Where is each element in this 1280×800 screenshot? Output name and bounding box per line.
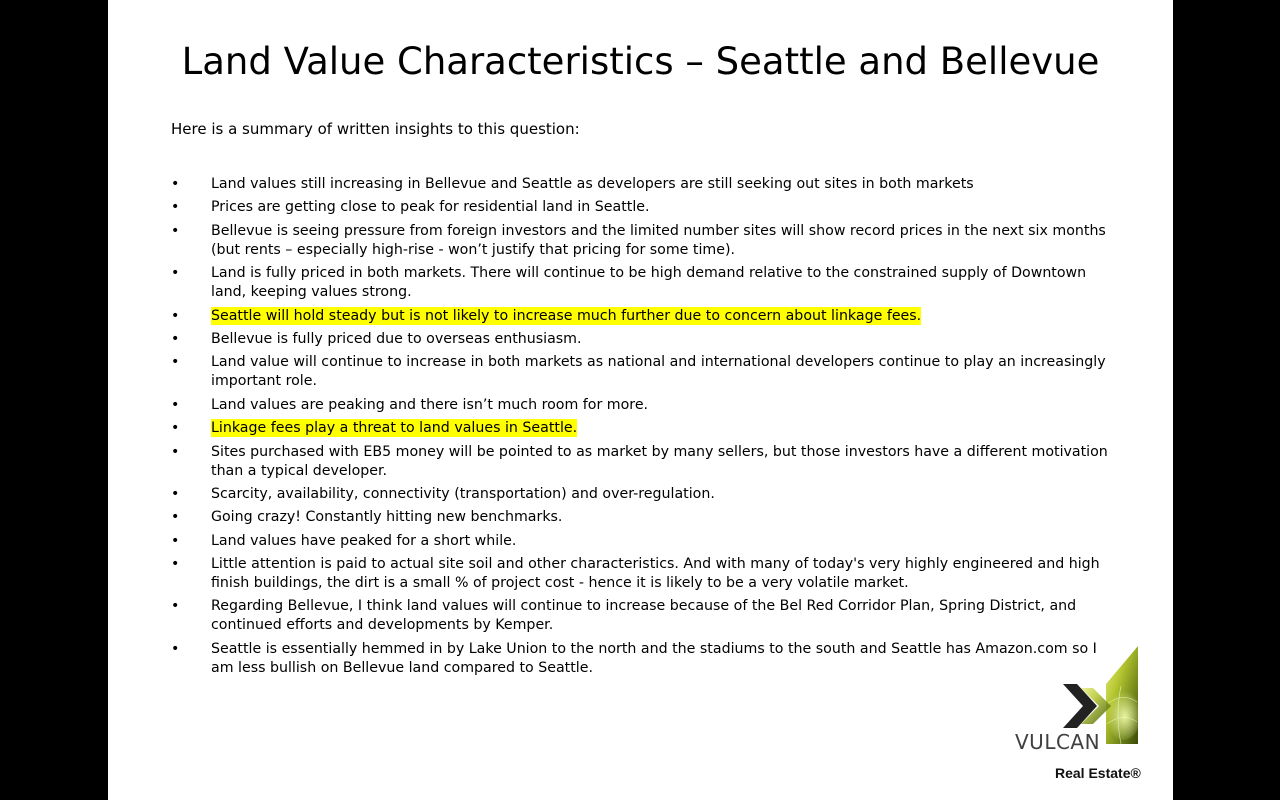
slide (108, 0, 1173, 800)
bullet-item (171, 597, 1111, 635)
bullet-text: Land values still increasing in Bellevue and Seattle as developers are still seeking out sites in both markets (211, 176, 974, 192)
bullet-text: Land value will continue to increase in both markets as national and international developers continue to play an increasingly important role. (211, 354, 1106, 390)
bullet-item (171, 330, 1111, 349)
bullet-marker: • (171, 396, 180, 413)
bullet-marker: • (171, 532, 180, 549)
bullet-item (171, 508, 1111, 527)
bullet-text: Bellevue is fully priced due to overseas enthusiasm. (211, 330, 582, 347)
bullet-marker: • (171, 420, 180, 437)
bullet-marker: • (171, 265, 180, 282)
bullet-text-highlighted: Linkage fees play a threat to land values in Seattle. (211, 420, 578, 437)
logo-subtitle: Real Estate® (1055, 765, 1141, 781)
bullet-text: Land is fully priced in both markets. There will continue to be high demand relative to the constrained supply of Downtown land, keeping values strong. (211, 265, 1087, 301)
bullet-list (171, 175, 1111, 682)
bullet-item (171, 555, 1111, 593)
bullet-item (171, 532, 1111, 551)
bullet-marker: • (171, 485, 180, 502)
bullet-item (171, 396, 1111, 415)
bullet-item (171, 419, 1111, 438)
bullet-marker: • (171, 176, 180, 192)
bullet-text: Land values are peaking and there isn’t much room for more. (211, 396, 649, 413)
bullet-marker: • (171, 556, 180, 573)
bullet-text: Going crazy! Constantly hitting new benchmarks. (211, 509, 563, 526)
bullet-text-highlighted: Seattle will hold steady but is not likely to increase much further due to concern about linkage fees. (211, 307, 922, 324)
bullet-item (171, 198, 1111, 217)
bullet-item (171, 485, 1111, 504)
bullet-marker: • (171, 330, 180, 347)
bullet-marker: • (171, 598, 180, 615)
bullet-text: Prices are getting close to peak for residential land in Seattle. (211, 199, 650, 216)
intro-text: Here is a summary of written insights to this question: (171, 120, 580, 138)
bullet-text: Bellevue is seeing pressure from foreign investors and the limited number sites will show record prices in the next six months (but rents – especially high-rise - won’t justify that pricing for some time). (211, 222, 1106, 258)
bullet-text: Scarcity, availability, connectivity (transportation) and over-regulation. (211, 485, 715, 502)
bullet-marker: • (171, 222, 180, 239)
bullet-item (171, 307, 1111, 326)
bullet-item (171, 353, 1111, 391)
bullet-marker: • (171, 443, 180, 460)
bullet-marker: • (171, 307, 180, 324)
bullet-item (171, 175, 1111, 194)
bullet-text: Seattle is essentially hemmed in by Lake Union to the north and the stadiums to the south and Seattle has Amazon.com so I am less bullish on Bellevue land compared to Seattle. (211, 640, 1097, 676)
bullet-marker: • (171, 199, 180, 216)
bullet-marker: • (171, 509, 180, 526)
vulcan-logo (1011, 644, 1161, 794)
bullet-item (171, 640, 1111, 678)
slide-title: Land Value Characteristics – Seattle and Bellevue (181, 40, 1100, 83)
bullet-text: Regarding Bellevue, I think land values will continue to increase because of the Bel Red Corridor Plan, Spring District, and continued efforts and developments by Kemper. (211, 598, 1077, 634)
logo-wordmark: VULCAN (1015, 730, 1101, 754)
bullet-marker: • (171, 354, 180, 371)
bullet-item (171, 222, 1111, 260)
bullet-item (171, 264, 1111, 302)
bullet-text: Sites purchased with EB5 money will be pointed to as market by many sellers, but those investors have a different motivation than a typical developer. (211, 443, 1108, 479)
bullet-text: Little attention is paid to actual site soil and other characteristics. And with many of today's very highly engineered and high finish buildings, the dirt is a small % of project cost - hence it is likely to be a very volatile market. (211, 556, 1100, 592)
bullet-item (171, 443, 1111, 481)
bullet-marker: • (171, 640, 180, 657)
bullet-text: Land values have peaked for a short while. (211, 532, 517, 549)
